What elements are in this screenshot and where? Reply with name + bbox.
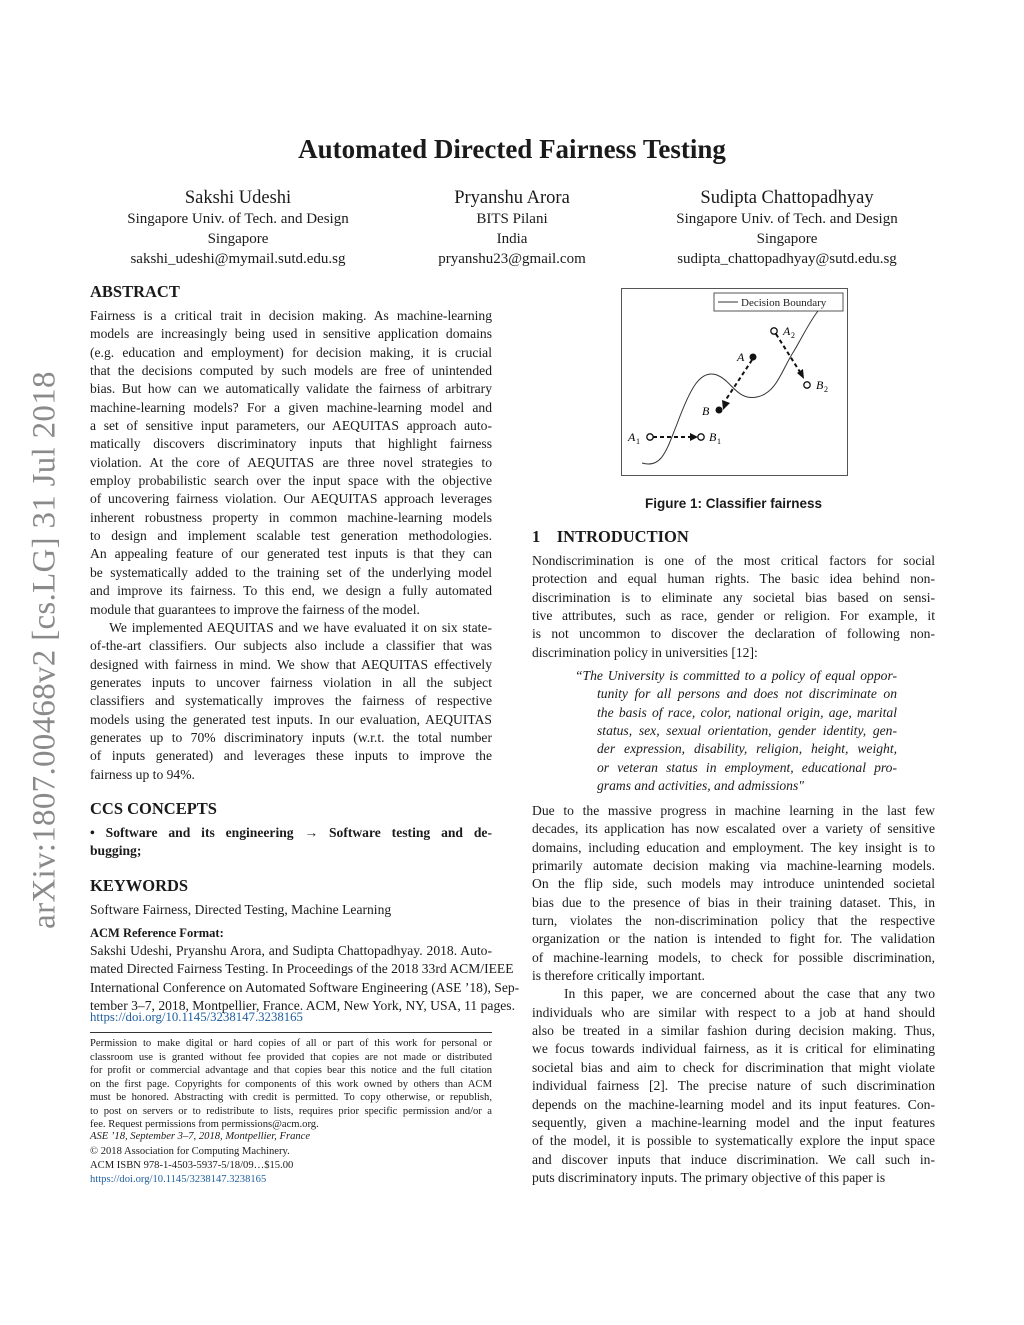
author-email[interactable]: pryanshu23@gmail.com — [438, 251, 586, 267]
keywords-text: Software Fairness, Directed Testing, Machine Learning — [90, 902, 392, 917]
text-line: to design and implement scalable test generation methodologies. — [90, 528, 492, 544]
point-b2 — [804, 382, 810, 388]
text-line: bias due to the presence of bias in their training dataset. This, in — [532, 894, 935, 910]
permission-body — [90, 1037, 492, 1132]
text-line: models using the generated test inputs. In our evaluation, AEQUITAS — [90, 711, 492, 727]
label-b1: B — [709, 430, 717, 444]
point-b1 — [698, 434, 704, 440]
divider — [90, 1032, 492, 1033]
text-line: that the decisions computed by such models are free of unintended — [90, 363, 492, 379]
text-line: matically discovers discriminatory inputs that highlight fairness — [90, 436, 492, 452]
text-line: tunity for all persons and does not discriminate on — [597, 686, 897, 702]
text-line: for profit or commercial advantage and that copies bear this notice and the full citation — [90, 1065, 492, 1076]
author-country: Singapore — [756, 231, 818, 247]
text-line: fairness up to 94%. — [90, 766, 195, 782]
author-1 — [98, 187, 378, 269]
text-line: or veteran status in employment, educational pro- — [597, 759, 897, 775]
text-line: machine-learning models? For a given machine-learning model and — [90, 399, 492, 415]
introduction-p1 — [532, 552, 935, 662]
text-line: grams and activities, and admissions" — [597, 778, 804, 794]
ccs-heading: CCS CONCEPTS — [90, 799, 217, 818]
text-line: discrimination policy in universities [12]: — [532, 644, 758, 660]
text-line: On the flip side, such models may introduce unintended societal — [532, 876, 935, 892]
keywords-heading: KEYWORDS — [90, 876, 189, 895]
text-line: Sakshi Udeshi, Pryanshu Arora, and Sudipta Chattopadhyay. 2018. Auto- — [90, 943, 492, 958]
author-name: Sudipta Chattopadhyay — [700, 188, 874, 208]
text-line: Fairness is a critical trait in decision making. As machine-learning — [90, 308, 492, 323]
label-a1: A — [628, 430, 636, 444]
text-line: of-the-art classifiers. Our subjects also include a classifier that was — [90, 638, 492, 654]
text-line: der expression, disability, religion, height, weight, — [597, 741, 897, 757]
text-line: on the first page. Copyrights for components of this work owned by others than ACM — [90, 1078, 492, 1090]
reference-body — [90, 942, 520, 1015]
reference-doi-link[interactable]: https://doi.org/10.1145/3238147.3238165 — [90, 1010, 303, 1024]
text-line: also be treated in a similar fashion during decision making. Thus, — [532, 1023, 935, 1039]
reference-heading: ACM Reference Format: — [90, 926, 224, 940]
point-a1 — [647, 434, 653, 440]
text-line: is therefore critically important. — [532, 968, 705, 984]
copyright-line: © 2018 Association for Computing Machinery. — [90, 1146, 290, 1157]
author-email[interactable]: sakshi_udeshi@mymail.sutd.edu.sg — [130, 251, 346, 267]
text-line: violation. At the core of AEQUITAS are three novel strategies to — [90, 454, 492, 470]
author-country: Singapore — [207, 231, 269, 247]
text-line: organization or the nation is intended to fight for. The validation — [532, 931, 935, 947]
text-line: individuals who are similar with respect to a job at hand should — [532, 1004, 935, 1020]
paper-title: Automated Directed Fairness Testing — [298, 134, 726, 164]
author-3 — [647, 187, 927, 269]
ccs-body — [90, 824, 492, 861]
text-line: must be honored. Abstracting with credit is permitted. To copy otherwise, or republish, — [90, 1092, 492, 1103]
arxiv-stamp: arXiv:1807.00468v2 [cs.LG] 31 Jul 2018 — [26, 371, 63, 929]
text-line: of uncovering fairness violation. Our AEQUITAS approach leverages — [90, 491, 492, 507]
text-line: depends on the machine-learning model and its input features. Con- — [532, 1096, 935, 1112]
text-line: tive attributes, such as race, gender or religion. For example, it — [532, 608, 935, 624]
text-line: module that guarantees to improve the fairness of the model. — [90, 601, 420, 617]
text-line: (e.g. education and employment) for decision making, it is crucial — [90, 344, 492, 360]
text-line: be systematically added to the training set of the underlying model — [90, 564, 492, 580]
text-line: International Conference on Automated Software Engineering (ASE ’18), Sep- — [90, 979, 520, 995]
text-line: puts discriminatory inputs. The primary objective of this paper is — [532, 1169, 886, 1185]
text-line: protection and equal human rights. The basic idea behind non- — [532, 571, 935, 587]
text-line: employ probabilistic search over the input space with the objective — [90, 473, 492, 489]
text-line: to post on servers or to redistribute to lists, requires prior specific permission and/or a — [90, 1105, 492, 1117]
text-line: primarily automate decision making via machine-learning models. — [532, 858, 935, 874]
text-line: status, sex, sexual orientation, gender identity, gen- — [597, 723, 897, 739]
text-line: In this paper, we are concerned about the case that any two — [532, 986, 935, 1002]
text-line: “The University is committed to a policy of equal oppor- — [575, 668, 897, 683]
label-b2: B — [816, 378, 824, 392]
introduction-p2 — [532, 802, 935, 1187]
permission-doi-link[interactable]: https://doi.org/10.1145/3238147.3238165 — [90, 1174, 267, 1185]
text-line: • Software and its engineering → Software testing and de- — [90, 825, 492, 840]
text-line: fee. Request permissions from permissions@acm.org. — [90, 1119, 319, 1130]
text-line: models are increasingly being used in sensitive application domains — [90, 326, 492, 342]
point-a — [750, 354, 757, 361]
text-line: Due to the massive progress in machine learning in the last few — [532, 803, 935, 818]
text-line: decades, its application has now escalated over a variety of sensitive — [532, 821, 935, 837]
author-affiliation: Singapore Univ. of Tech. and Design — [127, 211, 349, 227]
text-line: bias. But how can we automatically validate the fairness of arbitrary — [90, 381, 492, 397]
text-line: turn, violates the non-discrimination policy that the respective — [532, 913, 935, 929]
figure-caption: Figure 1: Classifier fairness — [644, 496, 823, 511]
author-name: Sakshi Udeshi — [184, 188, 292, 208]
figure-1 — [621, 288, 848, 476]
text-line: generates up to 70% discriminatory inputs (w.r.t. the total number — [90, 729, 492, 745]
arrow-a-b — [725, 360, 752, 401]
text-line: We implemented AEQUITAS and we have evaluated it on six state- — [90, 619, 492, 635]
text-line: Permission to make digital or hard copies of all or part of this work for personal or — [90, 1038, 492, 1049]
text-line: designed with fairness in mind. We show that AEQUITAS effectively — [90, 656, 492, 672]
point-b — [716, 407, 723, 414]
text-line: the basis of race, color, national origin, age, marital — [597, 704, 897, 720]
text-line: domains, including education and employment. The key insight is to — [532, 839, 935, 855]
text-line: An appealing feature of our generated test inputs is that they can — [90, 546, 492, 562]
label-a: A — [737, 350, 745, 364]
label-b2-sub: 2 — [824, 385, 828, 394]
conference-line: ASE ’18, September 3–7, 2018, Montpellier, France — [90, 1131, 311, 1142]
text-line: generates inputs to uncover fairness violation in all the subject — [90, 674, 492, 690]
text-line: of inputs generated) and leverages these inputs to improve the — [90, 748, 492, 764]
policy-quote — [575, 667, 897, 795]
author-affiliation: BITS Pilani — [476, 211, 548, 227]
text-line: classifiers and systematically improves the fairness of respective — [90, 693, 492, 709]
abstract-heading: ABSTRACT — [90, 282, 180, 301]
isbn-line: ACM ISBN 978-1-4503-5937-5/18/09…$15.00 — [90, 1160, 294, 1171]
arrowhead — [690, 433, 698, 441]
arrow-a2-b2 — [776, 334, 800, 372]
label-b1-sub: 1 — [717, 437, 721, 446]
text-line: Nondiscrimination is one of the most critical factors for social — [532, 553, 935, 568]
text-line: inherent robustness property in common machine-learning models — [90, 509, 492, 525]
text-line: and improve its fairness. To this end, we design a fully automated — [90, 583, 492, 599]
text-line: mated Directed Fairness Testing. In Proceedings of the 2018 33rd ACM/IEEE — [90, 961, 514, 977]
text-line: societal bias and aim to check for discrimination that might violate — [532, 1059, 935, 1075]
text-line: a set of sensitive input parameters, our AEQUITAS approach auto- — [90, 418, 492, 434]
legend-label: Decision Boundary — [741, 297, 827, 309]
text-line: of the model, it is possible to systematically explore the input space — [532, 1133, 935, 1149]
text-line: sequently, given a machine-learning model and the input features — [532, 1114, 935, 1130]
author-email[interactable]: sudipta_chattopadhyay@sutd.edu.sg — [677, 251, 897, 267]
label-a2-sub: 2 — [791, 331, 795, 340]
text-line: of machine-learning models, to check for possible discrimination, — [532, 949, 935, 965]
arrowhead — [722, 400, 730, 410]
author-affiliation: Singapore Univ. of Tech. and Design — [676, 211, 898, 227]
text-line: classroom use is granted without fee provided that copies are not made or distributed — [90, 1051, 492, 1063]
introduction-heading: 1 INTRODUCTION — [532, 527, 689, 546]
abstract-body — [90, 307, 492, 784]
text-line: we focus towards individual fairness, as it is critical for eliminating — [532, 1041, 935, 1057]
label-b: B — [702, 404, 710, 418]
text-line: individual fairness [2]. The precise nature of such discrimination — [532, 1078, 935, 1094]
text-line: discrimination is to eliminate any societal bias based on sensi- — [532, 589, 935, 605]
label-a1-sub: 1 — [636, 437, 640, 446]
author-country: India — [496, 231, 528, 247]
classifier-fairness-diagram — [622, 289, 849, 477]
text-line: bugging; — [90, 843, 142, 859]
text-line: is not uncommon to discover the declaration of following non- — [532, 626, 935, 642]
author-2 — [372, 187, 652, 269]
author-name: Pryanshu Arora — [454, 188, 570, 208]
text-line: and discover inputs that induce discrimination. We call such in- — [532, 1151, 935, 1167]
label-a2: A — [783, 324, 791, 338]
text-line: tember 3–7, 2018, Montpellier, France. ACM, New York, NY, USA, 11 pages. — [90, 998, 515, 1014]
point-a2 — [771, 328, 777, 334]
